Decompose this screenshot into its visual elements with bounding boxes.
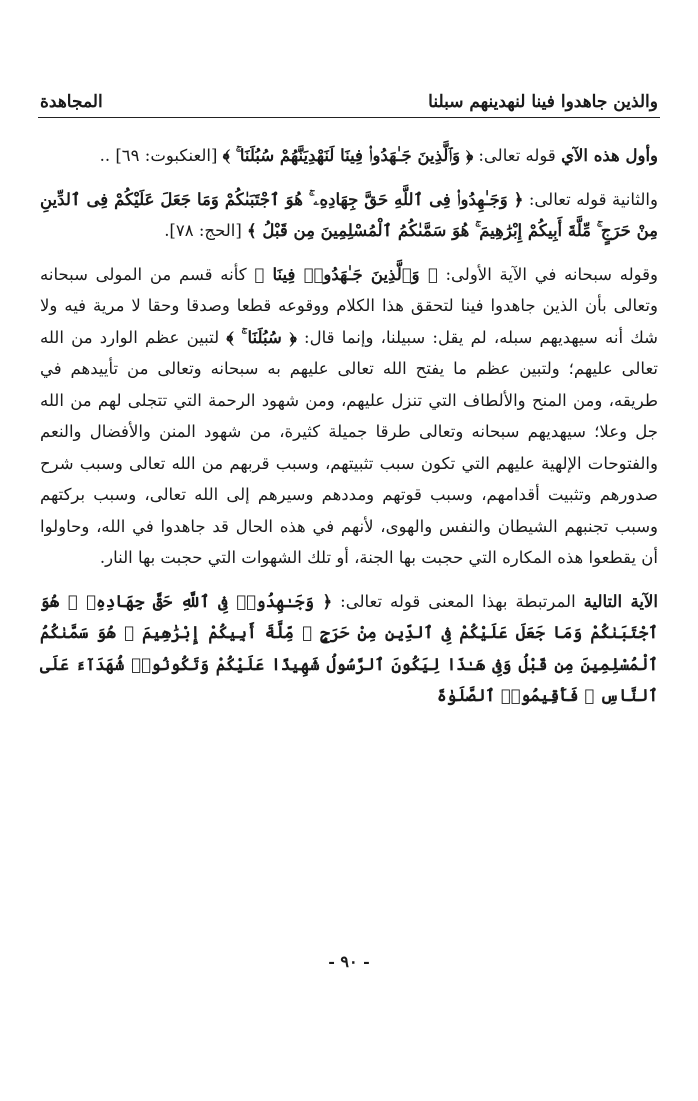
running-header [40, 86, 658, 116]
paragraph-lead: الآية التالية [583, 591, 658, 611]
header-divider [38, 117, 660, 118]
quran-verse: ﴿ وَٱلَّذِينَ جَـٰهَدُوا۟ فِينَا لَنَهْدِيَنَّهُمْ سُبُلَنَا ۚ ﴾ [222, 146, 474, 165]
verse-reference: [الحج: ٧٨]. [164, 221, 248, 240]
paragraph-text: كأنه قسم من المولى سبحانه وتعالى بأن الذين جاهدوا فينا لتحقق هذا الكلام ووقوعه قطعا وصدقا وحقا لا مرية فيه ولا شك أنه سيهديهم سبله، لم يقل: سبيلنا، وإنما قال: [40, 264, 658, 347]
quran-verse: ﴿ وَجَـٰهِدُوا۟ فِى ٱللَّهِ حَقَّ جِهَادِهِۦ ۚ هُوَ ٱجْتَبَىٰكُمْ وَمَا جَعَلَ عَلَيْكُمْ فِى ٱلدِّينِ مِنْ حَرَجٍ ۚ مِّلَّةَ أَبِيكُمْ إِبْرَٰهِيمَ ۚ هُوَ سَمَّىٰكُمُ ٱلْمُسْلِمِينَ مِن قَبْلُ ﴾ [40, 189, 658, 240]
verse-reference: [العنكبوت: ٦٩] .. [99, 146, 223, 165]
quran-verse: ﴿ وَجَـٰهِدُوا۟ فِى ٱللَّهِ حَقَّ جِهَادِهِۦ ۚ هُوَ ٱجْتَبَىٰكُمْ وَمَا جَعَلَ عَلَيْكُمْ فِى ٱلدِّينِ مِنْ حَرَجٍ ۚ مِّلَّةَ أَبِيكُمْ إِبْرَٰهِيمَ ۚ هُوَ سَمَّىٰكُمُ ٱلْمُسْلِمِينَ مِن قَبْلُ وَفِى هَـٰذَا لِيَكُونَ ٱلرَّسُولُ شَهِيدًا عَلَيْكُمْ وَتَكُونُوا۟ شُهَدَآءَ عَلَى ٱلنَّاسِ ۚ فَأَقِيمُوا۟ ٱلصَّلَوٰةَ [40, 591, 658, 705]
running-chapter-title: المجاهدة [40, 92, 103, 112]
paragraph-text: المرتبطة بهذا المعنى قوله تعالى: [332, 591, 584, 611]
paragraph-text: وقوله سبحانه في الآية الأولى: [437, 264, 658, 284]
paragraph-text: والثانية قوله تعالى: [523, 189, 658, 209]
running-book-title: والذين جاهدوا فينا لنهدينهم سبلنا [428, 92, 658, 112]
paragraph-text: قوله تعالى: [473, 146, 562, 165]
paragraph-next-verse [40, 586, 658, 712]
paragraph-second-verse [40, 184, 658, 247]
paragraph-text: لتبين عظم الوارد من الله تعالى عليهم؛ ولتبين عظم ما يفتح الله تعالى عليهم به سبحانه وتعالى من تأييدهم في طريقه، ومن المنح والألطاف التي تنزل عليهم، ومن شهود الرحمة التي تتجلى لهم من الله جل وعلا؛ سيهديهم سبحانه وتعالى طرقا جميلة كثيرة، من شهود المنن والأفضال والنعم والفتوحات الإلهية عليهم التي تكون سبب تثبيتهم، وسبب قربهم من الله تعالى وسبب شرح صدورهم وتثبيت أقدامهم، وسبب قوتهم ومددهم وسيرهم إلى الله تعالى، وسبب بركتهم وسبب تجنبهم الشيطان والنفس والهوى، لأنهم في هذه الحال قد جاهدوا في الله، وحاولوا أن يقطعوا هذه المكاره التي حجبت بها الجنة، أو تلك الشهوات التي حجبت بها النار. [40, 327, 658, 567]
page-number: - ٩٠ - [328, 952, 370, 971]
quran-verse: ﴿ سُبُلَنَا ۚ ﴾ [226, 327, 297, 347]
paragraph-commentary [40, 259, 658, 574]
paragraph-lead: وأول هذه الآي [561, 146, 658, 165]
quran-verse: ﴿ وَٱلَّذِينَ جَـٰهَدُوا۟ فِينَا ﴾ [254, 264, 438, 284]
paragraph-first-verse [40, 140, 658, 172]
page-body [40, 140, 658, 724]
